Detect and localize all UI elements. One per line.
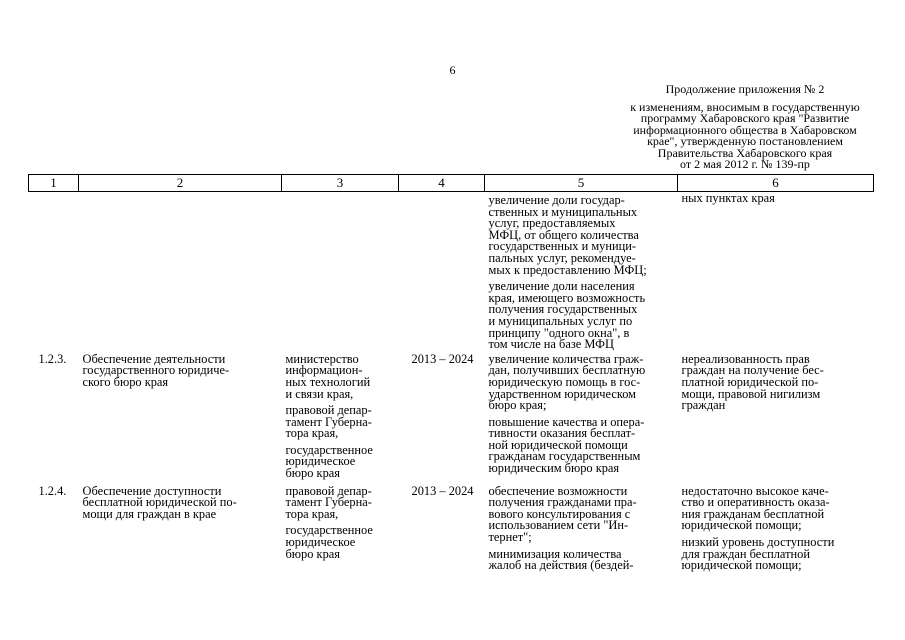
executor-paragraph bbox=[285, 442, 397, 481]
text-line: услуг, предоставляемых bbox=[488, 216, 616, 231]
text-line: дан, получивших бесплатную bbox=[488, 363, 646, 378]
cell-event-name bbox=[79, 351, 282, 486]
text-line: получения государственных bbox=[488, 302, 638, 317]
text-line: бесплатной юридической по- bbox=[82, 495, 237, 510]
text-line: бюро края; bbox=[488, 398, 547, 413]
table-row bbox=[29, 486, 874, 578]
cell-executors bbox=[282, 351, 399, 486]
text-line: гражданам государственным bbox=[488, 449, 641, 464]
text-line: мощи для граждан в крае bbox=[82, 506, 217, 521]
cell-event-name bbox=[79, 192, 282, 354]
cell-results bbox=[485, 483, 678, 578]
result-paragraph bbox=[489, 195, 676, 276]
text-line: и муниципальных услуг по bbox=[488, 313, 633, 328]
text-line: государственное bbox=[285, 442, 373, 457]
text-line: юридическую помощь в гос- bbox=[488, 374, 641, 389]
executor-paragraph bbox=[286, 405, 397, 440]
text-line: платной юридической по- bbox=[681, 374, 819, 389]
text-line: тора края, bbox=[285, 506, 339, 521]
text-line: вового консультирования с bbox=[488, 506, 631, 521]
text-line: низкий уровень доступности bbox=[681, 535, 835, 550]
text-line: увеличение доли населения bbox=[488, 279, 635, 294]
result-paragraph bbox=[488, 483, 676, 545]
cell-risks bbox=[678, 483, 874, 578]
text-line: юридическое bbox=[285, 454, 356, 469]
text-line: тернет"; bbox=[488, 530, 532, 545]
header-line: программу Хабаровского края "Развитие bbox=[640, 111, 850, 125]
program-table bbox=[28, 174, 874, 578]
text-line: юридической помощи; bbox=[681, 518, 802, 533]
text-line: бюро края bbox=[285, 546, 340, 561]
text-line: мощи, правовой нигилизм bbox=[681, 386, 821, 401]
text-line: увеличение доли государ- bbox=[488, 193, 625, 207]
text-line: недостаточно высокое каче- bbox=[681, 483, 829, 498]
text-line: обеспечение возможности bbox=[488, 483, 628, 498]
text-line: мых к предоставлению МФЦ; bbox=[488, 262, 647, 277]
cell-number: 1.2.4. bbox=[38, 483, 67, 498]
text-line: и связи края, bbox=[285, 386, 354, 401]
column-header: 1 bbox=[29, 175, 79, 192]
text-line: информацион- bbox=[285, 363, 363, 378]
risk-paragraph bbox=[682, 193, 872, 205]
column-header: 4 bbox=[399, 175, 485, 192]
text-line: для граждан бесплатной bbox=[681, 546, 810, 561]
cell-risks bbox=[678, 192, 874, 354]
column-header: 2 bbox=[79, 175, 282, 192]
text-line: пальных услуг, рекомендуе- bbox=[488, 250, 636, 265]
text-line: юридическое bbox=[285, 535, 356, 550]
column-number-row bbox=[29, 175, 874, 192]
cell-event-name bbox=[79, 483, 282, 578]
text-line: жалоб на действия (бездей- bbox=[488, 558, 634, 573]
cell-results bbox=[485, 351, 678, 486]
text-line: нереализованность прав bbox=[681, 351, 810, 366]
text-line: использованием сети "Ин- bbox=[488, 518, 629, 533]
text-line: ского бюро края bbox=[82, 374, 169, 389]
text-line: государственных и муници- bbox=[488, 239, 637, 254]
column-header: 5 bbox=[485, 175, 678, 192]
text-line: ных пунктах края bbox=[681, 191, 775, 205]
text-line: тамент Губерна- bbox=[285, 414, 372, 429]
header-line: Правительства Хабаровского края bbox=[657, 145, 833, 160]
cell-number bbox=[29, 192, 79, 354]
header-line: к изменениям, вносимым в государственную bbox=[630, 99, 860, 114]
table-row bbox=[29, 192, 874, 354]
risk-paragraph bbox=[681, 351, 872, 413]
text-line: получения гражданами пра- bbox=[488, 495, 637, 510]
text-line: принципу "одного окна", в bbox=[488, 325, 630, 340]
header-line: от 2 мая 2012 г. № 139-пр bbox=[680, 157, 810, 171]
text-line: министерство bbox=[285, 351, 359, 366]
cell-executors bbox=[282, 483, 399, 578]
text-line: государственного юридиче- bbox=[82, 363, 230, 378]
text-line: бюро края bbox=[285, 466, 340, 481]
text-line: Обеспечение деятельности bbox=[82, 351, 226, 366]
page-number: 6 bbox=[449, 63, 456, 77]
cell-results bbox=[485, 192, 678, 354]
column-header: 6 bbox=[678, 175, 874, 192]
text-line: юридическим бюро края bbox=[488, 461, 620, 476]
text-line: минимизация количества bbox=[488, 546, 622, 561]
text-line: повышение качества и опера- bbox=[488, 414, 645, 429]
result-paragraph bbox=[488, 546, 676, 573]
table-row bbox=[29, 354, 874, 486]
text-line: увеличение количества граж- bbox=[488, 351, 644, 366]
text-line: ственных и муниципальных bbox=[488, 204, 638, 219]
executor-paragraph bbox=[285, 483, 397, 521]
text-line: ния гражданам бесплатной bbox=[681, 506, 825, 521]
text-line: МФЦ, от общего количества bbox=[488, 227, 639, 242]
risk-paragraph bbox=[681, 483, 872, 533]
cell-executors bbox=[282, 192, 399, 354]
cell-period bbox=[399, 192, 485, 354]
text-line: граждан bbox=[681, 398, 726, 413]
header-line: информационного общества в Хабаровском bbox=[633, 122, 857, 137]
text-line: тамент Губерна- bbox=[285, 495, 372, 510]
table-body bbox=[29, 192, 874, 578]
column-header: 3 bbox=[282, 175, 399, 192]
cell-number: 1.2.3. bbox=[38, 351, 67, 366]
cell-risks bbox=[678, 351, 874, 486]
event-name-text bbox=[82, 483, 280, 521]
text-line: ных технологий bbox=[285, 374, 371, 389]
executor-paragraph bbox=[286, 525, 397, 560]
text-line: государственное bbox=[285, 523, 373, 538]
text-line: правовой депар- bbox=[285, 483, 372, 498]
text-line: ство и оперативность оказа- bbox=[681, 495, 830, 510]
text-line: правовой депар- bbox=[285, 403, 372, 418]
risk-paragraph bbox=[682, 537, 872, 572]
text-line: том числе на базе МФЦ bbox=[488, 337, 614, 352]
appendix-header bbox=[600, 84, 890, 171]
text-line: граждан на получение бес- bbox=[681, 363, 824, 378]
text-line: тивности оказания бесплат- bbox=[488, 426, 636, 441]
cell-period: 2013 – 2024 bbox=[411, 483, 474, 498]
text-line: юридической помощи; bbox=[681, 558, 802, 573]
header-line: крае", утвержденную постановлением bbox=[647, 134, 843, 148]
text-line: Обеспечение доступности bbox=[82, 483, 222, 498]
text-line: края, имеющего возможность bbox=[488, 290, 646, 305]
event-name-text bbox=[82, 351, 280, 389]
result-paragraph bbox=[488, 414, 676, 476]
text-line: тора края, bbox=[285, 426, 339, 441]
text-line: ной юридической помощи bbox=[488, 437, 628, 452]
result-paragraph bbox=[489, 281, 676, 351]
result-paragraph bbox=[488, 351, 676, 413]
executor-paragraph bbox=[285, 351, 397, 401]
cell-period: 2013 – 2024 bbox=[411, 351, 474, 366]
header-continuation: Продолжение приложения № 2 bbox=[665, 82, 825, 96]
text-line: ударственном юридическом bbox=[488, 386, 637, 401]
